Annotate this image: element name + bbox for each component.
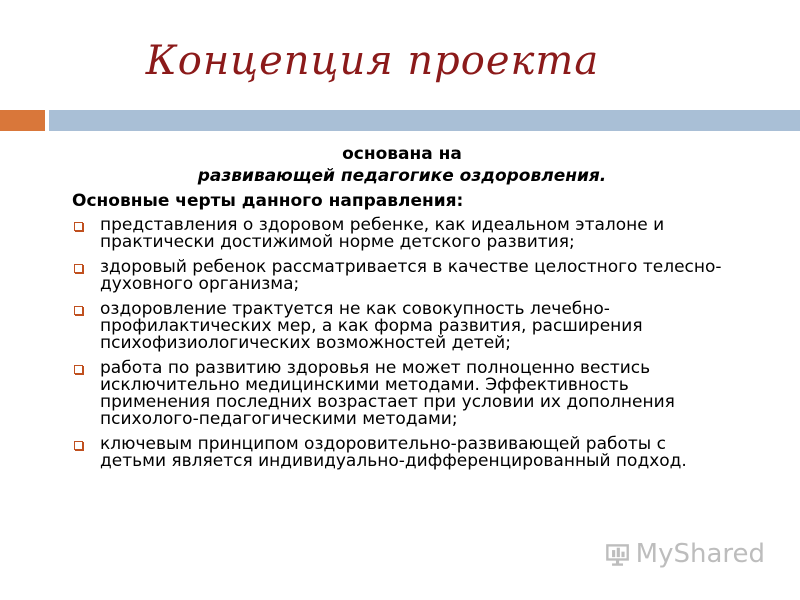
list-item — [72, 217, 732, 251]
list-item — [72, 436, 732, 470]
list-item — [72, 301, 732, 352]
list-item — [72, 360, 732, 428]
list-item — [72, 259, 732, 293]
bullet-text: представления о здоровом ребенке, как идеальном эталоне и практически достижимой норме детского развития; — [100, 215, 665, 252]
myshared-logo-icon — [605, 537, 632, 571]
accent-bar-right — [49, 110, 800, 131]
subtitle-line-1: основана на — [342, 144, 462, 164]
subtitle-line-2: развивающей педагогике оздоровления. — [197, 166, 607, 186]
features-heading: Основные черты данного направления: — [72, 191, 464, 211]
slide-content — [72, 146, 732, 478]
square-bullet-icon — [74, 441, 83, 450]
bullet-list — [72, 217, 732, 470]
bullet-text: ключевым принципом оздоровительно-развивающей работы с детьми является индивидуально-дифференцированный подход. — [100, 434, 687, 471]
square-bullet-icon — [74, 306, 83, 315]
watermark — [605, 537, 765, 571]
bullet-text: здоровый ребенок рассматривается в качестве целостного телесно-духовного организма; — [100, 257, 722, 294]
square-bullet-icon — [74, 264, 83, 273]
slide-title: Концепция проекта — [145, 38, 600, 84]
bullet-text: оздоровление трактуется не как совокупность лечебно-профилактических мер, а как форма развития, расширения психофизиологических возможностей детей; — [100, 299, 643, 353]
square-bullet-icon — [74, 365, 83, 374]
watermark-text: MyShared — [635, 539, 765, 569]
bullet-text: работа по развитию здоровья не может полноценно вестись исключительно медицинскими методами. Эффективность применения последних возрастает при условии их дополнения психолого-педагогическими методами; — [100, 358, 675, 429]
square-bullet-icon — [74, 222, 83, 231]
accent-bar-left — [0, 110, 45, 131]
